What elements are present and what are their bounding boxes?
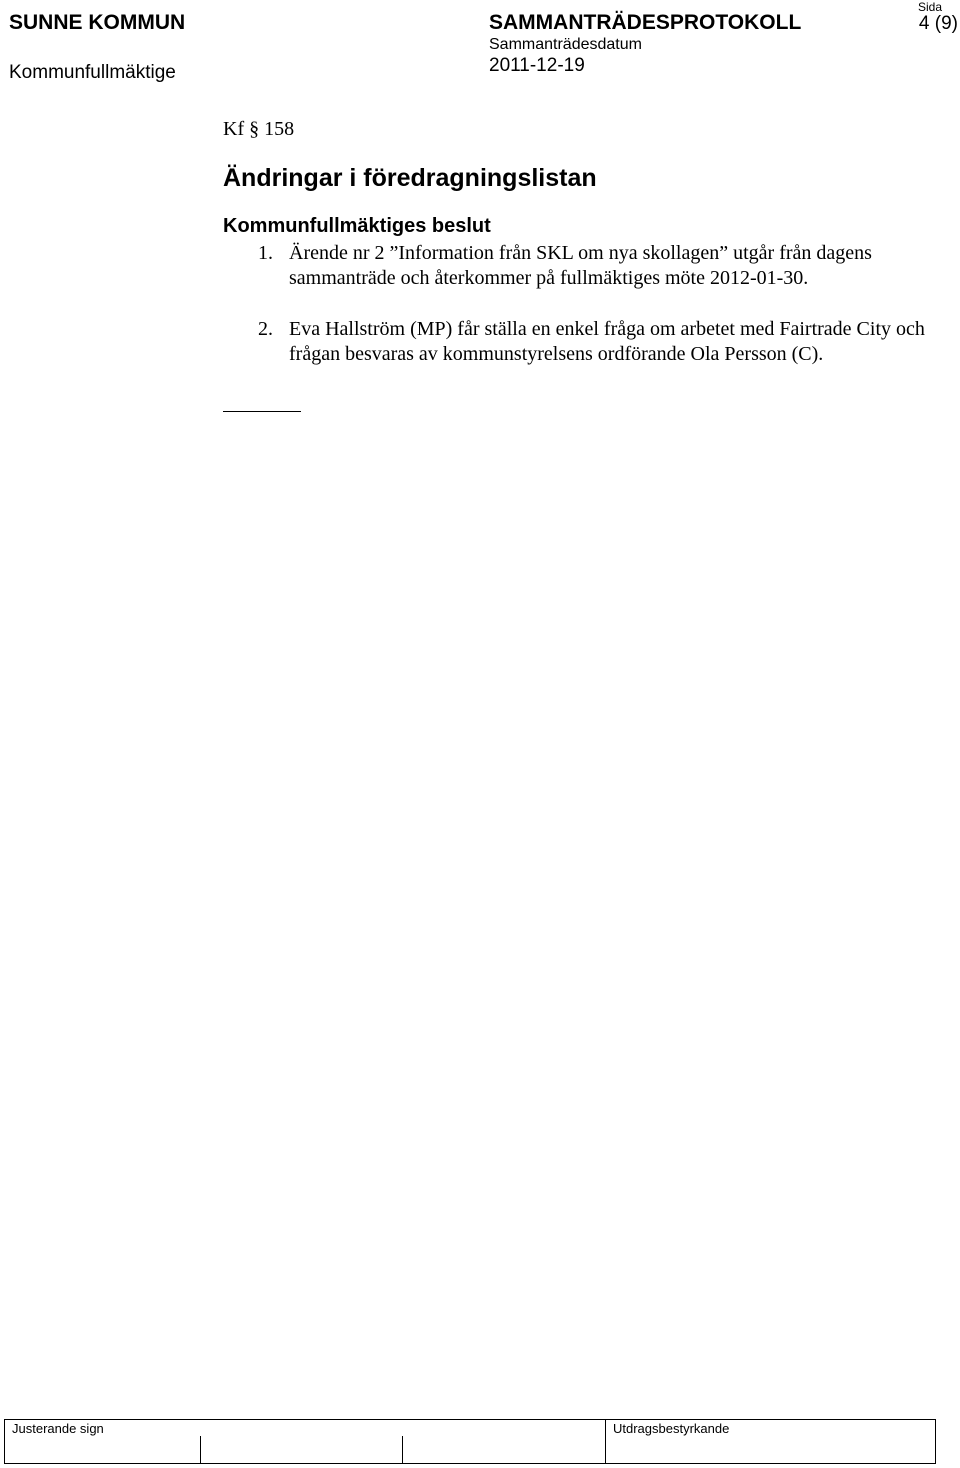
signature-footer	[4, 1419, 936, 1464]
meeting-date: 2011-12-19	[489, 55, 585, 76]
section-end-rule	[223, 411, 301, 412]
decision-item-text: Eva Hallström (MP) får ställa en enkel fråga om arbetet med Fairtrade City och frågan besvaras av kommunstyrelsens ordförande Ola Persson (C).	[289, 318, 925, 365]
section-title: Ändringar i föredragningslistan	[223, 164, 597, 192]
page-label: Sida	[917, 0, 942, 14]
utdragsbestyrkande-label: Utdragsbestyrkande	[613, 1421, 730, 1436]
meeting-date-label: Sammanträdesdatum	[489, 36, 642, 53]
decision-item-text: Ärende nr 2 ”Information från SKL om nya skollagen” utgår från dagens sammanträde och återkommer på fullmäktiges möte 2012-01-30.	[289, 242, 872, 289]
signature-box-divider	[200, 1436, 201, 1463]
decision-heading: Kommunfullmäktiges beslut	[223, 215, 491, 237]
decision-item	[223, 241, 928, 316]
justerande-sign-label: Justerande sign	[12, 1421, 104, 1436]
decision-item-number: 1.	[258, 242, 273, 264]
document-type: SAMMANTRÄDESPROTOKOLL	[489, 11, 802, 34]
body-name: Kommunfullmäktige	[9, 62, 176, 83]
decision-item-number: 2.	[258, 318, 273, 340]
paragraph-reference: Kf § 158	[223, 118, 295, 140]
organization-name: SUNNE KOMMUN	[9, 11, 186, 34]
footer-column-divider	[605, 1420, 606, 1463]
signature-box-divider	[402, 1436, 403, 1463]
page-number: 4 (9)	[918, 13, 958, 34]
decision-item	[223, 317, 928, 392]
